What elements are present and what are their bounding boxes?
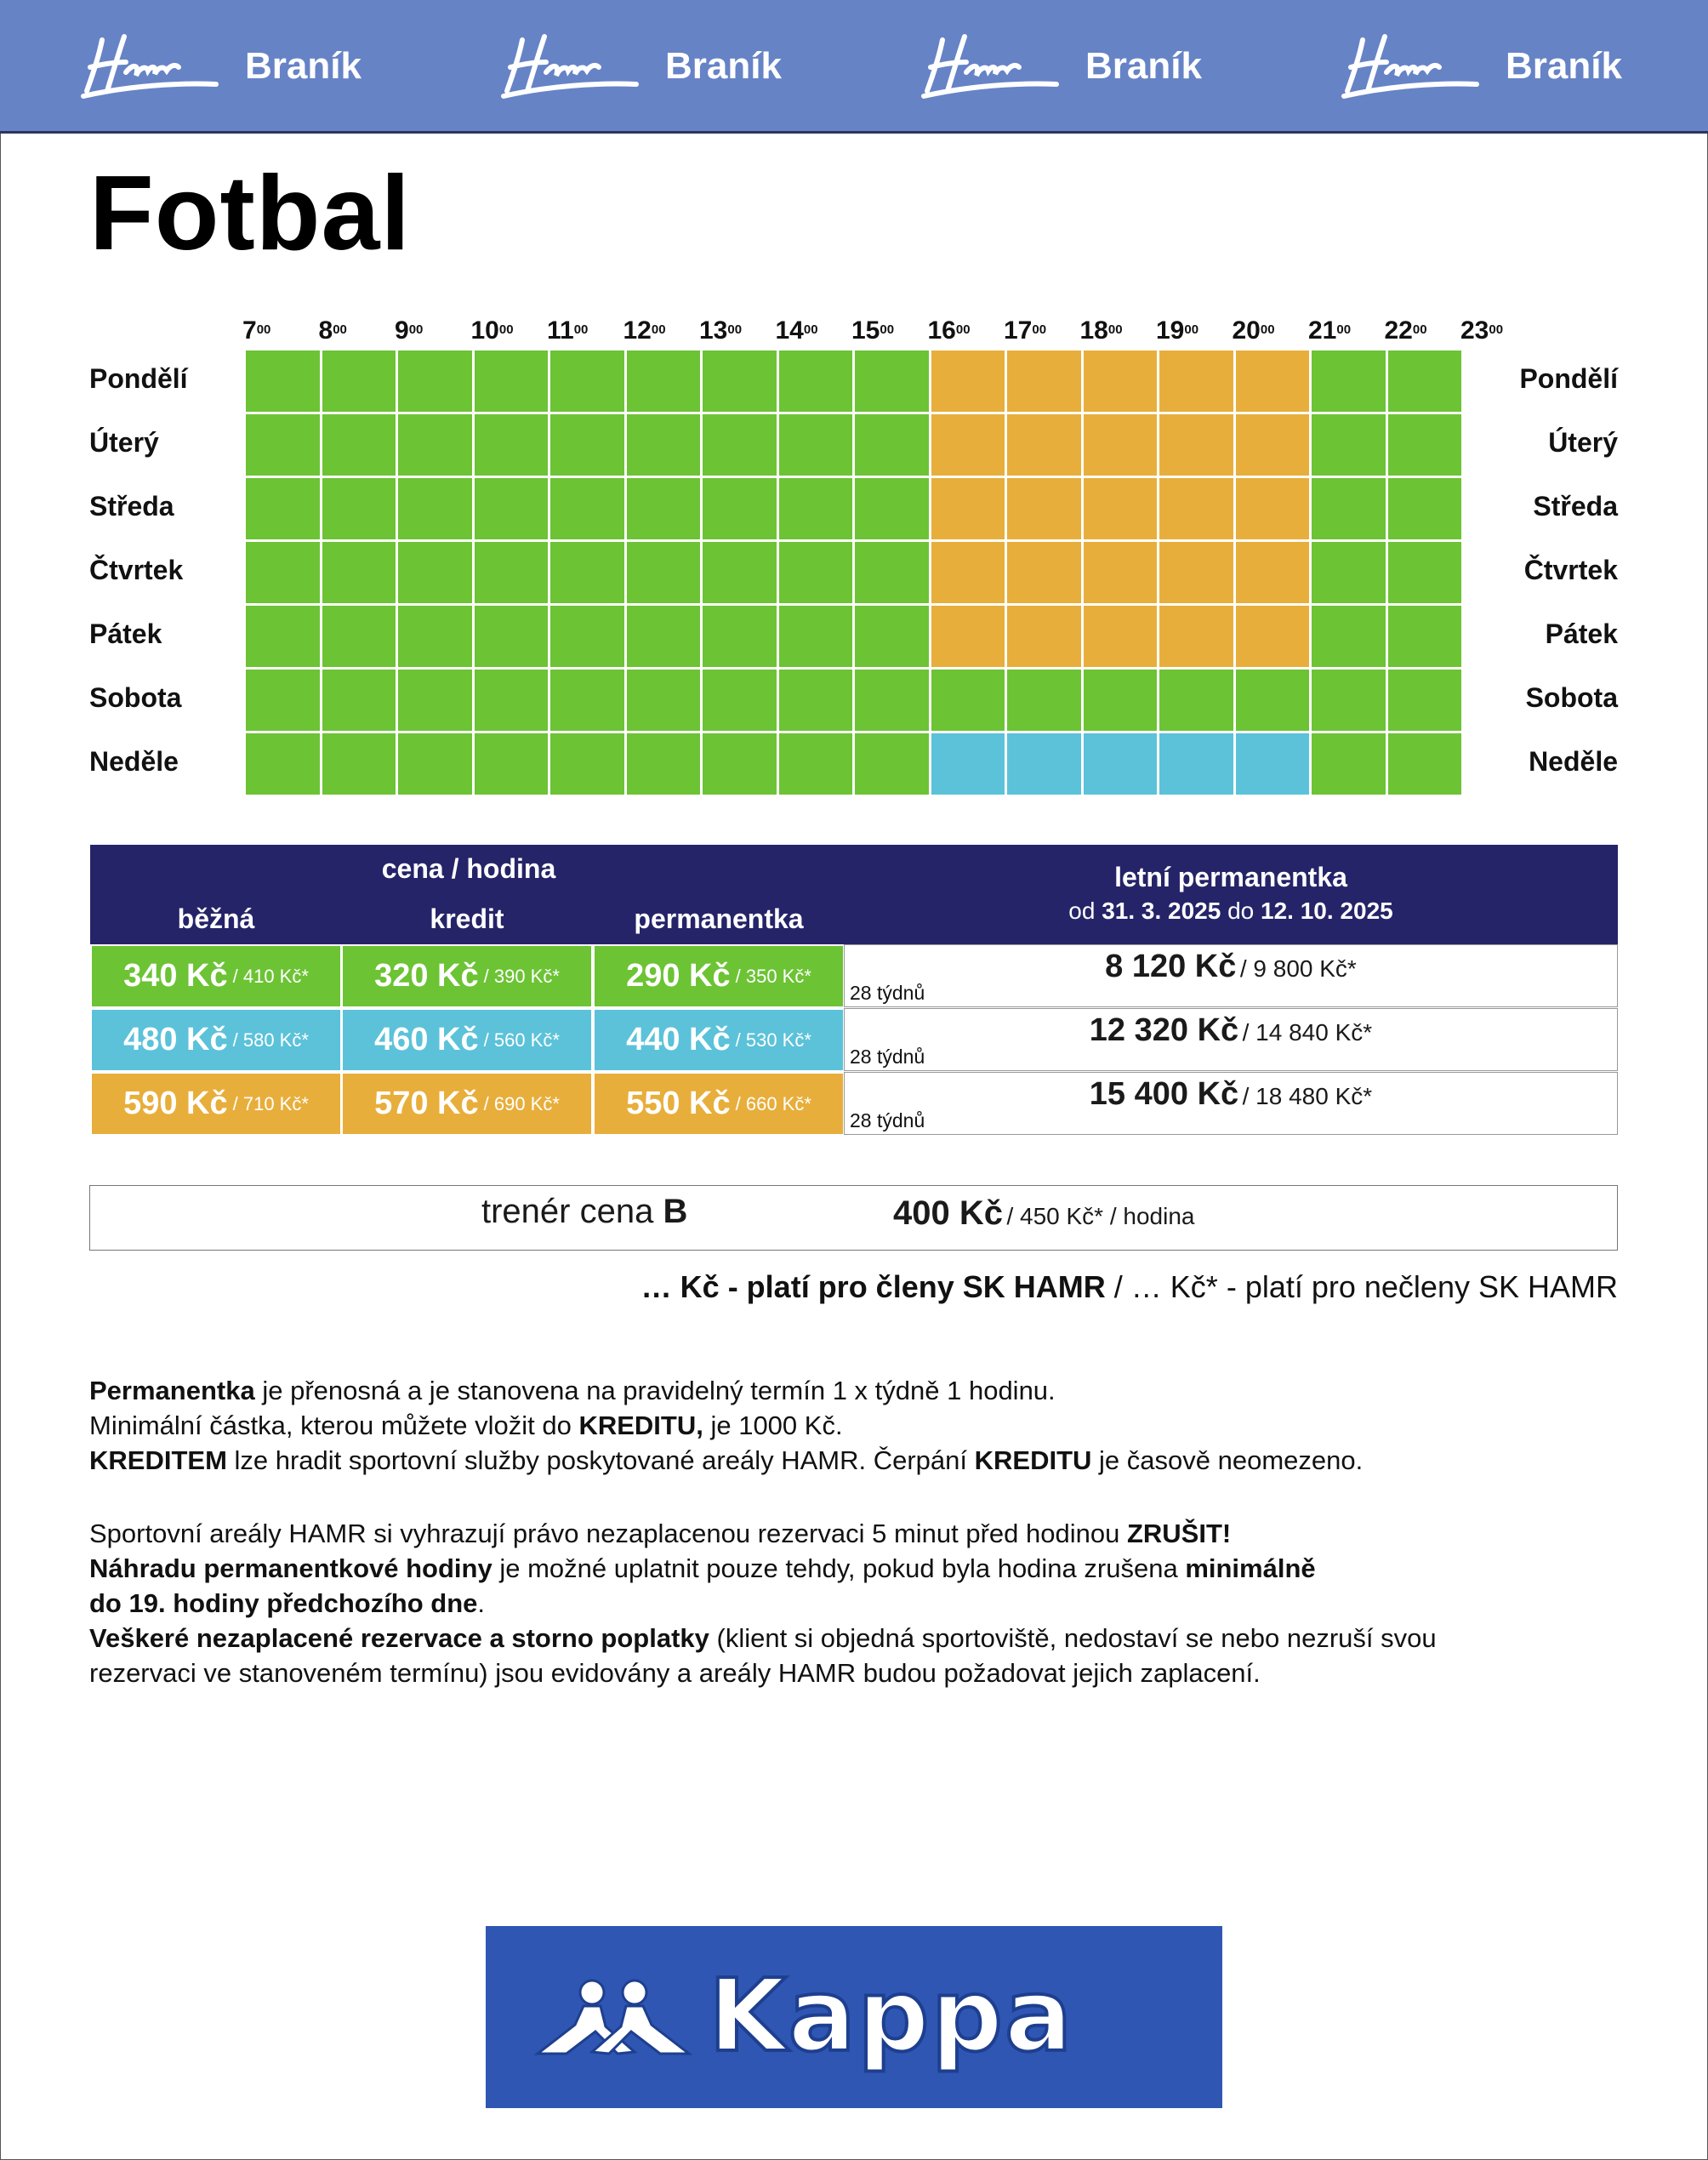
schedule-cell-green xyxy=(701,668,778,732)
schedule-cell-green xyxy=(396,476,474,541)
schedule-cell-green xyxy=(549,349,626,413)
info-bold: Veškeré nezaplacené rezervace a storno poplatky xyxy=(89,1623,709,1653)
members-note: … Kč - platí pro členy SK HAMR xyxy=(640,1269,1106,1304)
hour-label: $16^{00}$ xyxy=(927,316,971,345)
price-cell-orange-credit xyxy=(341,1072,593,1136)
schedule-cell-green xyxy=(473,476,550,541)
schedule-cell-green xyxy=(625,668,703,732)
schedule-cell-green xyxy=(321,732,398,796)
schedule-cell-orange xyxy=(1082,413,1159,477)
brand-name: Braník xyxy=(1085,44,1202,87)
schedule-cell-green xyxy=(701,732,778,796)
price-cell-blue-pass xyxy=(593,1008,845,1072)
brand-hamr-branik xyxy=(77,26,362,106)
season-to-label: do xyxy=(1227,898,1255,924)
schedule-cell-orange xyxy=(1234,349,1312,413)
price-main: 480 Kč xyxy=(123,1022,228,1057)
kappa-sponsor-banner xyxy=(486,1926,1222,2108)
season-price-orange xyxy=(844,1072,1618,1135)
price-alt: / 350 Kč* xyxy=(735,965,811,987)
schedule-cell-orange xyxy=(1005,476,1083,541)
schedule-cell-green xyxy=(549,540,626,605)
schedule-cell-green xyxy=(1005,668,1083,732)
schedule-cell-orange xyxy=(1234,413,1312,477)
info-bold: KREDITU, xyxy=(578,1411,703,1440)
season-pass-dates xyxy=(844,898,1618,925)
schedule-cell-orange xyxy=(1082,604,1159,669)
hour-label: $23^{00}$ xyxy=(1460,316,1504,345)
schedule-cell-orange xyxy=(1005,349,1083,413)
schedule-cell-green xyxy=(1310,349,1387,413)
price-cell-green-credit xyxy=(341,944,593,1008)
info-text: je časově neomezeno. xyxy=(1091,1445,1364,1475)
hour-label: $18^{00}$ xyxy=(1079,316,1123,345)
day-label-left: Úterý xyxy=(89,427,159,458)
day-label-left: Pátek xyxy=(89,618,162,649)
price-main: 550 Kč xyxy=(626,1086,731,1121)
season-weeks: 28 týdnů xyxy=(850,1046,925,1068)
brand-hamr-branik xyxy=(917,26,1202,106)
schedule-cell-orange xyxy=(1234,540,1312,605)
schedule-cell-green xyxy=(625,413,703,477)
schedule-cell-green xyxy=(625,540,703,605)
trainer-price-group xyxy=(893,1194,1194,1233)
price-alt: / 660 Kč* xyxy=(735,1092,811,1114)
note-separator: / xyxy=(1113,1269,1123,1304)
schedule-cell-green xyxy=(1386,732,1464,796)
info-line xyxy=(89,1443,1363,1478)
schedule-cell-green xyxy=(930,668,1007,732)
schedule-cell-green xyxy=(244,604,322,669)
schedule-cell-green xyxy=(701,476,778,541)
price-cell-orange-regular xyxy=(90,1072,342,1136)
schedule-cell-green xyxy=(625,732,703,796)
hamr-logo xyxy=(497,28,641,105)
info-bold: Náhradu permanentkové hodiny xyxy=(89,1553,492,1583)
schedule-cell-green xyxy=(853,668,931,732)
schedule-cell-green xyxy=(396,349,474,413)
schedule-cell-green xyxy=(1310,668,1387,732)
schedule-cell-orange xyxy=(1158,604,1235,669)
schedule-cell-green xyxy=(853,540,931,605)
season-price-alt: / 9 800 Kč* xyxy=(1239,955,1357,982)
column-header-regular: běžná xyxy=(177,903,255,934)
schedule-cell-green xyxy=(777,540,855,605)
schedule-cell-orange xyxy=(1158,540,1235,605)
info-line xyxy=(89,1586,485,1621)
schedule-cell-green xyxy=(777,476,855,541)
brand-hamr-branik xyxy=(497,26,782,106)
season-from-label: od xyxy=(1068,898,1096,924)
schedule-cell-green xyxy=(473,349,550,413)
schedule-cell-orange xyxy=(1082,349,1159,413)
schedule-cell-green xyxy=(321,604,398,669)
schedule-cell-green xyxy=(1386,413,1464,477)
schedule-cell-green xyxy=(321,413,398,477)
hour-label: $17^{00}$ xyxy=(1004,316,1047,345)
schedule-cell-green xyxy=(396,604,474,669)
day-label-right: Neděle xyxy=(1529,746,1618,777)
schedule-cell-green xyxy=(777,349,855,413)
info-text: Sportovní areály HAMR si vyhrazují právo nezaplacenou rezervaci 5 minut před hodinou xyxy=(89,1519,1127,1548)
hourly-price-title: cena / hodina xyxy=(381,853,556,884)
hour-label: $7^{00}$ xyxy=(242,316,271,345)
hamr-logo-text: Hamr xyxy=(1337,27,1340,29)
hamr-logo xyxy=(77,28,221,105)
hour-label: $14^{00}$ xyxy=(775,316,818,345)
hour-label: $20^{00}$ xyxy=(1232,316,1275,345)
schedule-cell-green xyxy=(701,604,778,669)
day-label-left: Čtvrtek xyxy=(89,555,184,585)
season-price-blue xyxy=(844,1008,1618,1071)
day-label-left: Středa xyxy=(89,491,174,521)
schedule-cell-green xyxy=(321,668,398,732)
price-main: 460 Kč xyxy=(374,1022,479,1057)
hour-label: $12^{00}$ xyxy=(623,316,666,345)
schedule-cell-orange xyxy=(1158,476,1235,541)
price-alt: / 530 Kč* xyxy=(735,1029,811,1051)
hamr-logo xyxy=(1337,28,1482,105)
price-alt: / 560 Kč* xyxy=(483,1029,560,1051)
info-text: je přenosná a je stanovena na pravidelný termín 1 x týdně 1 hodinu. xyxy=(254,1376,1056,1405)
schedule-cell-green xyxy=(853,476,931,541)
page-title: Fotbal xyxy=(89,155,411,272)
schedule-cell-green xyxy=(1310,540,1387,605)
schedule-cell-green xyxy=(549,604,626,669)
season-pass-title: letní permanentka xyxy=(1114,862,1347,892)
season-price-alt: / 14 840 Kč* xyxy=(1242,1019,1373,1046)
schedule-cell-green xyxy=(1310,476,1387,541)
schedule-cell-orange xyxy=(1158,413,1235,477)
brand-name: Braník xyxy=(1506,44,1622,87)
schedule-cell-blue xyxy=(1005,732,1083,796)
schedule-cell-green xyxy=(1386,349,1464,413)
hour-label: $22^{00}$ xyxy=(1384,316,1427,345)
info-line xyxy=(89,1551,1316,1586)
schedule-cell-green xyxy=(853,732,931,796)
hamr-logo-text: Hamr xyxy=(917,27,919,29)
schedule-cell-green xyxy=(549,413,626,477)
season-from-date: 31. 3. 2025 xyxy=(1102,898,1221,924)
season-price-main: 8 120 Kč xyxy=(1105,949,1237,984)
hamr-logo xyxy=(917,28,1062,105)
schedule-cell-orange xyxy=(930,476,1007,541)
info-text: lze hradit sportovní služby poskytované areály HAMR. Čerpání xyxy=(226,1445,975,1475)
schedule-cell-blue xyxy=(1158,732,1235,796)
schedule-cell-green xyxy=(1234,668,1312,732)
hour-label: $19^{00}$ xyxy=(1156,316,1199,345)
schedule-cell-green xyxy=(701,413,778,477)
trainer-grade: B xyxy=(663,1193,688,1230)
info-bold: ZRUŠIT! xyxy=(1126,1519,1232,1548)
schedule-cell-orange xyxy=(1234,476,1312,541)
brand-name: Braník xyxy=(245,44,362,87)
price-main: 340 Kč xyxy=(123,958,228,994)
info-line xyxy=(89,1656,1261,1690)
schedule-cell-green xyxy=(549,668,626,732)
price-cell-green-pass xyxy=(593,944,845,1008)
schedule-cell-green xyxy=(1386,476,1464,541)
info-line xyxy=(89,1621,1437,1656)
day-label-left: Sobota xyxy=(89,682,182,713)
season-weeks: 28 týdnů xyxy=(850,982,925,1004)
price-main: 290 Kč xyxy=(626,958,731,994)
hour-label: $13^{00}$ xyxy=(699,316,743,345)
schedule-cell-orange xyxy=(930,349,1007,413)
schedule-cell-green xyxy=(549,476,626,541)
hour-label: $10^{00}$ xyxy=(470,316,514,345)
season-to-date: 12. 10. 2025 xyxy=(1261,898,1393,924)
nonmembers-note: … Kč* - platí pro nečleny SK HAMR xyxy=(1130,1269,1618,1304)
schedule-cell-orange xyxy=(1234,604,1312,669)
trainer-label: trenér cena xyxy=(481,1193,654,1230)
price-alt: / 580 Kč* xyxy=(232,1029,309,1051)
trainer-price-box xyxy=(89,1185,1618,1251)
schedule-cell-green xyxy=(321,476,398,541)
day-label-right: Středa xyxy=(1533,491,1618,521)
price-alt: / 410 Kč* xyxy=(232,965,309,987)
schedule-cell-green xyxy=(1158,668,1235,732)
info-line xyxy=(89,1516,1231,1551)
season-weeks: 28 týdnů xyxy=(850,1109,925,1131)
schedule-cell-green xyxy=(1310,413,1387,477)
schedule-cell-green xyxy=(701,540,778,605)
price-alt: / 710 Kč* xyxy=(232,1092,309,1114)
info-bold: minimálně xyxy=(1185,1553,1316,1583)
column-header-pass: permanentka xyxy=(634,903,804,934)
price-alt: / 690 Kč* xyxy=(483,1092,560,1114)
day-label-left: Neděle xyxy=(89,746,179,777)
info-text: . xyxy=(477,1588,486,1618)
schedule-cell-green xyxy=(244,668,322,732)
day-label-right: Pátek xyxy=(1545,618,1618,649)
info-bold: Permanentka xyxy=(89,1376,255,1405)
schedule-cell-green xyxy=(701,349,778,413)
hour-label: $21^{00}$ xyxy=(1308,316,1352,345)
schedule-cell-orange xyxy=(1005,604,1083,669)
price-cell-blue-regular xyxy=(90,1008,342,1072)
schedule-cell-green xyxy=(853,413,931,477)
price-cell-orange-pass xyxy=(593,1072,845,1136)
brand-name: Braník xyxy=(665,44,782,87)
price-main: 440 Kč xyxy=(626,1022,731,1057)
info-bold: KREDITU xyxy=(974,1445,1092,1475)
hour-label: $8^{00}$ xyxy=(318,316,347,345)
schedule-cell-orange xyxy=(930,604,1007,669)
hour-label: $15^{00}$ xyxy=(851,316,895,345)
price-main: 590 Kč xyxy=(123,1086,228,1121)
schedule-cell-green xyxy=(396,540,474,605)
trainer-price: 400 Kč xyxy=(893,1194,1003,1232)
schedule-cell-orange xyxy=(1005,413,1083,477)
schedule-cell-green xyxy=(244,349,322,413)
schedule-cell-green xyxy=(777,668,855,732)
price-cell-green-regular xyxy=(90,944,342,1008)
price-cell-blue-credit xyxy=(341,1008,593,1072)
info-text: rezervaci ve stanoveném termínu) jsou evidovány a areály HAMR budou požadovat jejich zaplacení. xyxy=(89,1658,1261,1688)
info-line xyxy=(89,1408,843,1443)
info-bold: do 19. hodiny předchozího dne xyxy=(89,1588,478,1618)
season-price-main: 15 400 Kč xyxy=(1089,1076,1239,1112)
info-text: (klient si objedná sportoviště, nedostaví se nebo nezruší svou xyxy=(709,1623,1437,1653)
schedule-cell-green xyxy=(777,732,855,796)
schedule-cell-green xyxy=(473,604,550,669)
schedule-cell-green xyxy=(1386,540,1464,605)
day-label-left: Pondělí xyxy=(89,363,188,394)
price-main: 320 Kč xyxy=(374,958,479,994)
season-price-main: 12 320 Kč xyxy=(1089,1012,1239,1048)
schedule-cell-orange xyxy=(1082,540,1159,605)
day-label-right: Úterý xyxy=(1548,427,1618,458)
schedule-cell-green xyxy=(473,668,550,732)
info-line xyxy=(89,1373,1056,1408)
schedule-cell-green xyxy=(396,668,474,732)
schedule-cell-green xyxy=(244,413,322,477)
hour-label: $9^{00}$ xyxy=(395,316,424,345)
schedule-cell-green xyxy=(1386,604,1464,669)
info-text: je možné uplatnit pouze tehdy, pokud byla hodina zrušena xyxy=(492,1553,1186,1583)
trainer-price-alt: / 450 Kč* / hodina xyxy=(1006,1203,1195,1229)
schedule-cell-green xyxy=(396,732,474,796)
hamr-logo-text: Hamr xyxy=(497,27,499,29)
column-header-credit: kredit xyxy=(430,903,504,934)
kappa-omini-icon xyxy=(532,1975,694,2060)
schedule-cell-orange xyxy=(1082,476,1159,541)
schedule-cell-green xyxy=(1386,668,1464,732)
schedule-cell-green xyxy=(549,732,626,796)
schedule-cell-green xyxy=(321,349,398,413)
header-bar xyxy=(0,0,1708,134)
schedule-cell-green xyxy=(1310,732,1387,796)
schedule-cell-blue xyxy=(930,732,1007,796)
schedule-cell-blue xyxy=(1234,732,1312,796)
trainer-label-group xyxy=(481,1193,687,1231)
kappa-wordmark: Kappa xyxy=(709,1957,1074,2074)
day-label-right: Pondělí xyxy=(1519,363,1618,394)
season-price-alt: / 18 480 Kč* xyxy=(1242,1083,1373,1109)
brand-hamr-branik xyxy=(1337,26,1622,106)
schedule-cell-green xyxy=(1310,604,1387,669)
hamr-logo-text: Hamr xyxy=(77,27,79,29)
schedule-cell-green xyxy=(473,540,550,605)
schedule-cell-green xyxy=(853,604,931,669)
schedule-cell-green xyxy=(473,413,550,477)
info-text: je 1000 Kč. xyxy=(703,1411,843,1440)
day-label-right: Čtvrtek xyxy=(1523,555,1618,585)
schedule-cell-green xyxy=(244,732,322,796)
season-price-green xyxy=(844,944,1618,1007)
schedule-cell-green xyxy=(853,349,931,413)
info-text: Minimální částka, kterou můžete vložit do xyxy=(89,1411,579,1440)
day-label-right: Sobota xyxy=(1525,682,1618,713)
schedule-cell-green xyxy=(625,476,703,541)
schedule-cell-green xyxy=(473,732,550,796)
schedule-cell-orange xyxy=(1158,349,1235,413)
price-alt: / 390 Kč* xyxy=(483,965,560,987)
schedule-cell-orange xyxy=(930,413,1007,477)
schedule-cell-green xyxy=(244,540,322,605)
schedule-cell-green xyxy=(625,604,703,669)
schedule-cell-green xyxy=(1082,668,1159,732)
schedule-cell-green xyxy=(777,604,855,669)
schedule-cell-green xyxy=(777,413,855,477)
schedule-cell-green xyxy=(396,413,474,477)
schedule-cell-orange xyxy=(930,540,1007,605)
schedule-cell-green xyxy=(625,349,703,413)
schedule-cell-green xyxy=(244,476,322,541)
schedule-cell-green xyxy=(321,540,398,605)
info-bold: KREDITEM xyxy=(89,1445,227,1475)
price-main: 570 Kč xyxy=(374,1086,479,1121)
schedule-cell-blue xyxy=(1082,732,1159,796)
member-price-note xyxy=(641,1269,1618,1305)
hour-label: $11^{00}$ xyxy=(547,316,589,345)
schedule-cell-orange xyxy=(1005,540,1083,605)
